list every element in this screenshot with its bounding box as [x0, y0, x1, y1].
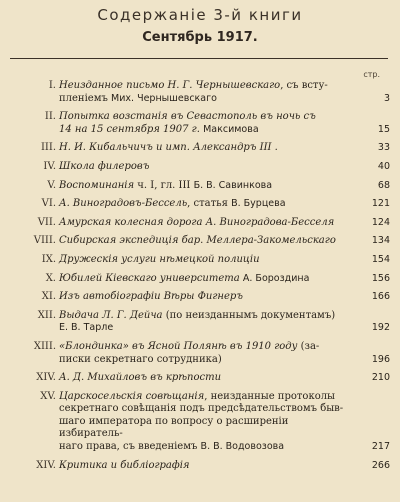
- entry-number: XIII.: [33, 340, 56, 352]
- entry-line: [59, 322, 348, 335]
- entry-page-number: 210: [371, 372, 390, 384]
- entry-page-number: 33: [377, 142, 390, 154]
- entry-title: [59, 142, 348, 155]
- contents-entry: [0, 235, 400, 248]
- entry-line: [59, 111, 348, 124]
- entry-title-text: Сибирская экспедиція бар. Меллера-Закомельскаго: [59, 235, 336, 247]
- entry-author: Мих. Чернышевскаго: [111, 92, 217, 104]
- entry-number: III.: [40, 142, 56, 154]
- entry-author: Е. В. Тарле: [59, 322, 114, 334]
- contents-entry: [0, 217, 400, 230]
- entry-line: [59, 198, 348, 211]
- contents-entry: [0, 341, 400, 366]
- contents-entry: [0, 310, 400, 335]
- entry-text: , съ всту-: [280, 80, 328, 91]
- entry-title: [59, 372, 348, 385]
- entry-line: [59, 142, 348, 155]
- entry-line: [59, 441, 348, 454]
- entry-page-number: 121: [371, 198, 390, 210]
- entry-title-text: Амурская колесная дорога А. Виноградова-Бесселя: [59, 216, 335, 228]
- entry-number: II.: [44, 111, 56, 123]
- entry-number: XIV.: [36, 372, 56, 384]
- page-column-label: стр.: [363, 70, 380, 79]
- entry-title: [59, 291, 348, 304]
- entry-line: [59, 273, 348, 286]
- contents-entry: [0, 180, 400, 193]
- contents-entry: [0, 372, 400, 385]
- entry-line: [59, 354, 348, 367]
- entry-title-text: Дружескія услуги нѣмецкой полиціи: [59, 253, 260, 265]
- contents-entry: [0, 111, 400, 136]
- entry-author: Б. В. Савинкова: [193, 179, 273, 191]
- entry-page-number: 166: [371, 291, 390, 303]
- entry-text: шаго императора по вопросу о расширеніи избиратель-: [59, 415, 289, 440]
- entry-title: [59, 111, 348, 136]
- entry-text: наго права, съ введеніемъ: [59, 441, 201, 453]
- contents-entry: [0, 273, 400, 286]
- contents-entry: [0, 80, 400, 105]
- issue-date: Сентябрь 1917.: [142, 30, 258, 45]
- entry-text: (по неизданнымъ документамъ): [162, 309, 336, 321]
- entry-number: V.: [47, 179, 56, 191]
- entry-number: XIV.: [36, 459, 56, 471]
- divider-rule: [10, 58, 388, 59]
- entry-line: [59, 254, 348, 267]
- entry-title-text: Юбилей Кіевскаго университета: [59, 272, 240, 284]
- entry-page-number: 15: [377, 123, 390, 135]
- entry-text: .: [271, 142, 278, 154]
- entry-title: [59, 180, 348, 193]
- entry-title: [59, 235, 348, 248]
- entry-line: [59, 403, 348, 416]
- contents-entry: [0, 391, 400, 454]
- entry-line: [59, 291, 348, 304]
- entry-title: [59, 217, 348, 230]
- entry-title-text: А. Д. Михайловъ въ крѣпости: [59, 372, 222, 384]
- entry-number: XII.: [37, 309, 56, 321]
- entry-author: В. В. Водовозова: [200, 441, 285, 453]
- entry-title: [59, 310, 348, 335]
- contents-list: [0, 80, 400, 478]
- entry-page-number: 266: [371, 459, 390, 471]
- entry-line: [59, 235, 348, 248]
- entry-title: [59, 341, 348, 366]
- entry-page-number: 40: [377, 160, 390, 172]
- entry-page-number: 196: [371, 353, 390, 365]
- entry-title: [59, 273, 348, 286]
- entry-line: [59, 161, 348, 174]
- entry-text: секретнаго совѣщанія подъ предсѣдательствомъ быв-: [59, 403, 344, 415]
- entry-line: [59, 217, 348, 230]
- entry-page-number: 217: [371, 441, 390, 453]
- entry-line: [59, 93, 348, 106]
- entry-line: [59, 460, 348, 473]
- entry-author: В. Бурцева: [231, 198, 286, 210]
- entry-title-text: Изъ автобіографіи Вѣры Фигнеръ: [59, 291, 243, 303]
- entry-title-text: Выдача Л. Г. Дейча: [59, 309, 163, 321]
- entry-text: пленіемъ: [59, 92, 112, 104]
- entry-number: IV.: [43, 160, 56, 172]
- entry-page-number: 3: [383, 92, 390, 104]
- contents-entry: [0, 161, 400, 174]
- entry-page-number: 154: [371, 253, 390, 265]
- entry-title-text: Воспоминанія: [59, 179, 135, 191]
- entry-number: XI.: [41, 291, 56, 303]
- entry-line: [59, 416, 348, 441]
- entry-page-number: 134: [371, 235, 390, 247]
- entry-number: VI.: [41, 198, 56, 210]
- entry-text: (за-: [297, 340, 320, 352]
- entry-number: XV.: [40, 390, 56, 402]
- entry-title-text: Попытка возстанія въ Севастополь въ ночь съ: [59, 111, 316, 123]
- entry-title-text: Царскосельскія совѣщанія: [59, 390, 205, 402]
- contents-entry: [0, 460, 400, 473]
- entry-number: I.: [48, 80, 56, 91]
- entry-line: [59, 341, 348, 354]
- entry-title: [59, 254, 348, 267]
- entry-line: [59, 180, 348, 193]
- entry-title-text: Неизданное письмо Н. Г. Чернышевскаго: [59, 80, 281, 91]
- entry-page-number: 68: [377, 179, 390, 191]
- contents-entry: [0, 142, 400, 155]
- entry-title-text: Школа филеровъ: [59, 160, 150, 172]
- entry-number: VII.: [37, 216, 56, 228]
- entry-title: [59, 391, 348, 454]
- entry-title: [59, 198, 348, 211]
- entry-title: [59, 80, 348, 105]
- entry-title-text: 14 на 15 сентября 1907 г.: [59, 123, 204, 135]
- entry-title: [59, 161, 348, 174]
- entry-title-text: Н. И. Кибальчичъ и имп. Александръ III: [59, 142, 272, 154]
- entry-line: [59, 124, 348, 137]
- contents-entry: [0, 291, 400, 304]
- contents-title: Содержаніе 3-й книги: [97, 6, 303, 24]
- contents-entry: [0, 198, 400, 211]
- entry-title-text: А. Виноградовъ-Бессель: [59, 198, 188, 210]
- entry-line: [59, 310, 348, 323]
- entry-text: ч. I, гл. III: [134, 179, 194, 191]
- entry-title: [59, 460, 348, 473]
- entry-text: писки секретнаго сотрудника): [59, 353, 222, 365]
- entry-text: , неизданные протоколы: [204, 390, 336, 402]
- entry-number: X.: [45, 272, 56, 284]
- entry-title-text: Критика и библіографія: [59, 459, 190, 471]
- entry-text: , статья: [187, 198, 232, 210]
- entry-page-number: 156: [371, 272, 390, 284]
- entry-author: Максимова: [203, 123, 259, 135]
- entry-line: [59, 80, 348, 93]
- entry-line: [59, 372, 348, 385]
- entry-page-number: 124: [371, 216, 390, 228]
- entry-number: VIII.: [33, 235, 56, 247]
- entry-title-text: «Блондинка» въ Ясной Полянѣ въ 1910 году: [59, 340, 298, 352]
- entry-number: IX.: [41, 253, 56, 265]
- entry-line: [59, 391, 348, 404]
- entry-author: А. Бороздина: [242, 272, 310, 284]
- entry-page-number: 192: [371, 322, 390, 334]
- contents-entry: [0, 254, 400, 267]
